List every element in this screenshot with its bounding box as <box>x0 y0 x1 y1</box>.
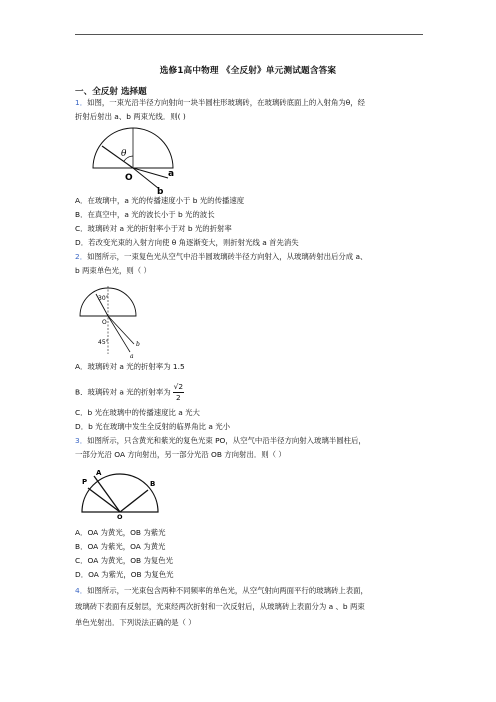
ray-b <box>133 168 158 188</box>
q2-option-d: D．b 光在玻璃中发生全反射的临界角比 a 光小 <box>75 422 230 431</box>
semicircle-glass <box>82 474 158 512</box>
q1-option-a: A．在玻璃中，a 光的传播速度小于 b 光的传播速度 <box>75 196 245 205</box>
q1-line2: 折射后射出 a、b 两束光线．则( ) <box>75 112 186 121</box>
label-o: O <box>102 319 107 326</box>
q2-number: 2． <box>75 252 88 261</box>
q2-line1 <box>75 252 367 262</box>
q2-option-c: C．b 光在玻璃中的传播速度比 a 光大 <box>75 408 200 417</box>
q4-text: 如图所示，一光束包含两种不同频率的单色光，从空气射向两面平行的玻璃砖上表面， <box>87 586 368 595</box>
q4-line2: 玻璃砖下表面有反射层，光束经两次折射和一次反射后，从玻璃砖上表面分为 a 、b 两束 <box>75 602 365 611</box>
q2-line2: b 两束单色光，则（ ） <box>75 266 151 275</box>
label-a: a <box>168 169 175 179</box>
label-b: b <box>157 187 164 197</box>
label-b: b <box>136 341 140 348</box>
q4-number: 4． <box>75 586 88 595</box>
label-o: O <box>125 173 133 183</box>
q4-line1 <box>75 586 368 596</box>
label-a: a <box>130 353 134 360</box>
q3-number: 3． <box>75 436 88 445</box>
label-a: A <box>96 469 102 477</box>
q2-option-b-text: B．玻璃砖对 a 光的折射率为 <box>75 387 171 397</box>
q2-text: 如图所示，一束复色光从空气中沿半圆玻璃砖半径方向射入，从玻璃砖射出后分成 a、 <box>87 252 368 261</box>
q3-line1 <box>75 436 366 446</box>
page-title: 选修1高中物理 《全反射》单元测试题含答案 <box>159 66 337 76</box>
label-p: P <box>82 478 88 486</box>
q3-option-c: C．OA 为黄光，OB 为复色光 <box>75 556 174 565</box>
label-theta: θ <box>121 149 127 159</box>
ray-a <box>108 316 130 352</box>
q3-line2: 一部分光沿 OA 方向射出，另一部分光沿 OB 方向射出．则（ ） <box>75 450 286 459</box>
label-o: O <box>117 513 123 521</box>
q2-option-b <box>75 382 184 403</box>
q3-option-b: B．OA 为紫光，OA 为黄光 <box>75 542 166 551</box>
q2-figure <box>78 286 144 358</box>
q1-number: 1． <box>75 98 88 107</box>
q1-option-d: D．若改变光束的入射方向使 θ 角逐渐变大，则折射光线 a 首先消失 <box>75 238 299 247</box>
q1-option-c: C．玻璃砖对 a 光的折射率小于对 b 光的折射率 <box>75 224 232 233</box>
q1-option-b: B．在真空中，a 光的波长小于 b 光的波长 <box>75 210 215 219</box>
q1-figure <box>88 128 178 197</box>
label-45deg: 45° <box>98 339 109 346</box>
header-rule <box>75 34 423 35</box>
ray-ob <box>120 490 148 512</box>
ray-po <box>88 488 120 512</box>
label-30deg: 30° <box>98 295 109 302</box>
q2-option-a: A．玻璃砖对 a 光的折射率为 1.5 <box>75 362 185 371</box>
ray-b <box>108 316 134 344</box>
label-b: B <box>150 480 156 488</box>
ray-a <box>133 168 168 178</box>
q3-option-a: A．OA 为黄光，OB 为紫光 <box>75 528 166 537</box>
section-heading: 一、全反射 选择题 <box>75 87 147 97</box>
q1-line1 <box>75 98 365 108</box>
q1-text: 如图，一束光沿半径方向射向一块半圆柱形玻璃砖，在玻璃砖底面上的入射角为θ，经 <box>87 98 366 107</box>
q4-line3: 单色光射出．下列说法正确的是（ ） <box>75 618 196 627</box>
fraction-sqrt2-over-2 <box>173 382 184 403</box>
q3-text: 如图所示，只含黄光和紫光的复色光束 PO，从空气中沿半径方向射入玻璃半圆柱后， <box>87 436 366 445</box>
fraction-numerator: √2 <box>173 382 184 391</box>
q3-figure <box>82 469 162 521</box>
q3-option-d: D．OA 为紫光，OB 为复色光 <box>75 570 174 579</box>
fraction-denominator: 2 <box>175 393 181 402</box>
ray-oa <box>94 476 120 512</box>
